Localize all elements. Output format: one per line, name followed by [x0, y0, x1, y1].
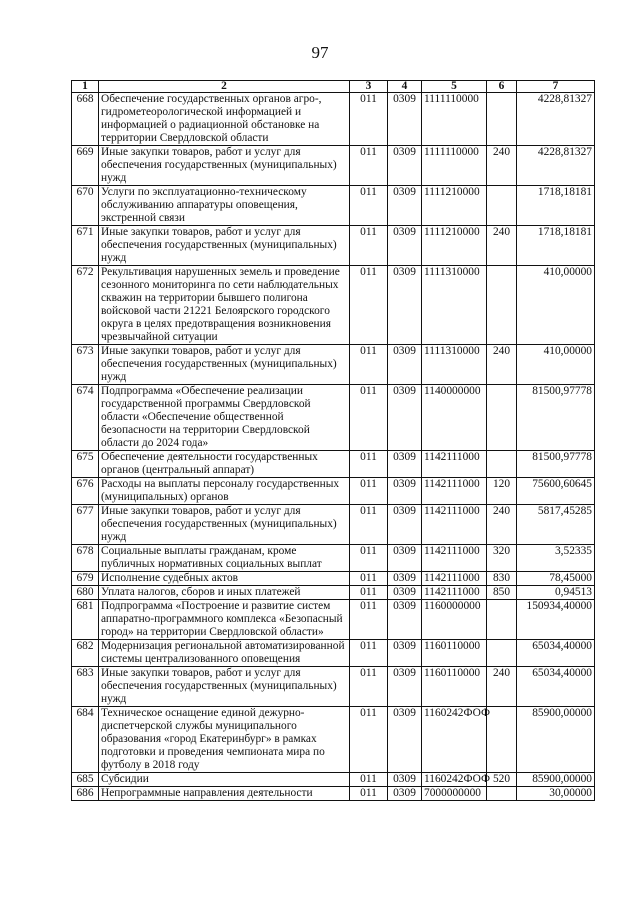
- expense-type-code: 830: [487, 572, 517, 586]
- target-article-code: 1160110000: [422, 667, 487, 707]
- department-code: 011: [350, 707, 388, 773]
- budget-table: [71, 80, 595, 801]
- department-code: 011: [350, 545, 388, 572]
- target-article-code: 1111210000: [422, 186, 487, 226]
- section-code: 0309: [388, 266, 422, 345]
- row-number: 673: [72, 345, 99, 385]
- section-code: 0309: [388, 385, 422, 451]
- table-header-row: [72, 81, 595, 93]
- department-code: 011: [350, 385, 388, 451]
- row-number: 669: [72, 146, 99, 186]
- table-row: [72, 586, 595, 600]
- expense-name: Техническое оснащение единой дежурно-диспетчерской службы муниципального образования «город Екатеринбург» в рамках подготовки и проведения чемпионата мира по футболу в 2018 году: [99, 707, 350, 773]
- table-row: [72, 505, 595, 545]
- amount: 5817,45285: [517, 505, 595, 545]
- section-code: 0309: [388, 451, 422, 478]
- table-row: [72, 478, 595, 505]
- department-code: 011: [350, 146, 388, 186]
- section-code: 0309: [388, 586, 422, 600]
- department-code: 011: [350, 505, 388, 545]
- column-header: 3: [350, 81, 388, 93]
- target-article-code: 1111310000: [422, 345, 487, 385]
- section-code: 0309: [388, 146, 422, 186]
- department-code: 011: [350, 266, 388, 345]
- column-header: 1: [72, 81, 99, 93]
- target-article-code: 1160242ФОФ: [422, 773, 487, 787]
- row-number: 679: [72, 572, 99, 586]
- section-code: 0309: [388, 186, 422, 226]
- row-number: 668: [72, 93, 99, 146]
- amount: 85900,00000: [517, 773, 595, 787]
- expense-type-code: 240: [487, 226, 517, 266]
- section-code: 0309: [388, 572, 422, 586]
- section-code: 0309: [388, 600, 422, 640]
- section-code: 0309: [388, 640, 422, 667]
- target-article-code: 1111110000: [422, 146, 487, 186]
- section-code: 0309: [388, 787, 422, 801]
- row-number: 672: [72, 266, 99, 345]
- amount: 410,00000: [517, 345, 595, 385]
- expense-type-code: 520: [487, 773, 517, 787]
- amount: 75600,60645: [517, 478, 595, 505]
- target-article-code: 1111310000: [422, 266, 487, 345]
- expense-type-code: 240: [487, 667, 517, 707]
- expense-type-code: [487, 707, 517, 773]
- department-code: 011: [350, 586, 388, 600]
- target-article-code: 1142111000: [422, 586, 487, 600]
- section-code: 0309: [388, 667, 422, 707]
- expense-type-code: 240: [487, 146, 517, 186]
- expense-type-code: 850: [487, 586, 517, 600]
- department-code: 011: [350, 93, 388, 146]
- expense-name: Обеспечение государственных органов агро-, гидрометеорологической информацией и информацией о радиационной обстановке на территории Свердловской области: [99, 93, 350, 146]
- table-row: [72, 707, 595, 773]
- department-code: 011: [350, 186, 388, 226]
- target-article-code: 1111110000: [422, 93, 487, 146]
- amount: 1718,18181: [517, 226, 595, 266]
- target-article-code: 1142111000: [422, 478, 487, 505]
- table-row: [72, 773, 595, 787]
- row-number: 677: [72, 505, 99, 545]
- department-code: 011: [350, 773, 388, 787]
- amount: 0,94513: [517, 586, 595, 600]
- expense-type-code: [487, 385, 517, 451]
- expense-type-code: [487, 640, 517, 667]
- expense-name: Исполнение судебных актов: [99, 572, 350, 586]
- target-article-code: 1142111000: [422, 572, 487, 586]
- amount: 78,45000: [517, 572, 595, 586]
- table-row: [72, 545, 595, 572]
- table-row: [72, 226, 595, 266]
- target-article-code: 1111210000: [422, 226, 487, 266]
- expense-name: Уплата налогов, сборов и иных платежей: [99, 586, 350, 600]
- target-article-code: 1142111000: [422, 545, 487, 572]
- expense-name: Субсидии: [99, 773, 350, 787]
- table-row: [72, 186, 595, 226]
- expense-name: Обеспечение деятельности государственных органов (центральный аппарат): [99, 451, 350, 478]
- row-number: 684: [72, 707, 99, 773]
- expense-name: Иные закупки товаров, работ и услуг для обеспечения государственных (муниципальных) нужд: [99, 146, 350, 186]
- department-code: 011: [350, 787, 388, 801]
- amount: 150934,40000: [517, 600, 595, 640]
- amount: 3,52335: [517, 545, 595, 572]
- expense-name: Подпрограмма «Построение и развитие систем аппаратно-программного комплекса «Безопасный город» на территории Свердловской области»: [99, 600, 350, 640]
- expense-name: Рекультивация нарушенных земель и проведение сезонного мониторинга по сети наблюдательных скважин на территории бывшего полигона войсковой части 21221 Белоярского городского округа в целях предотвращения возникновения чрезвычайной ситуации: [99, 266, 350, 345]
- table-row: [72, 572, 595, 586]
- row-number: 676: [72, 478, 99, 505]
- target-article-code: 1160110000: [422, 640, 487, 667]
- target-article-code: 1160242ФОФ: [422, 707, 487, 773]
- row-number: 682: [72, 640, 99, 667]
- row-number: 680: [72, 586, 99, 600]
- row-number: 678: [72, 545, 99, 572]
- table-row: [72, 345, 595, 385]
- amount: 4228,81327: [517, 146, 595, 186]
- column-header: 5: [422, 81, 487, 93]
- amount: 65034,40000: [517, 640, 595, 667]
- column-header: 7: [517, 81, 595, 93]
- department-code: 011: [350, 572, 388, 586]
- page-number: 97: [311, 43, 329, 62]
- section-code: 0309: [388, 226, 422, 266]
- expense-type-code: 320: [487, 545, 517, 572]
- expense-type-code: 240: [487, 505, 517, 545]
- expense-type-code: [487, 451, 517, 478]
- amount: 65034,40000: [517, 667, 595, 707]
- amount: 85900,00000: [517, 707, 595, 773]
- expense-type-code: 240: [487, 345, 517, 385]
- expense-name: Иные закупки товаров, работ и услуг для обеспечения государственных (муниципальных) нужд: [99, 505, 350, 545]
- amount: 410,00000: [517, 266, 595, 345]
- target-article-code: 1160000000: [422, 600, 487, 640]
- expense-name: Иные закупки товаров, работ и услуг для обеспечения государственных (муниципальных) нужд: [99, 345, 350, 385]
- amount: 1718,18181: [517, 186, 595, 226]
- column-header: 4: [388, 81, 422, 93]
- amount: 81500,97778: [517, 451, 595, 478]
- department-code: 011: [350, 600, 388, 640]
- column-header: 6: [487, 81, 517, 93]
- target-article-code: 1140000000: [422, 385, 487, 451]
- table-row: [72, 385, 595, 451]
- expense-type-code: [487, 600, 517, 640]
- row-number: 674: [72, 385, 99, 451]
- department-code: 011: [350, 451, 388, 478]
- expense-name: Расходы на выплаты персоналу государственных (муниципальных) органов: [99, 478, 350, 505]
- amount: 4228,81327: [517, 93, 595, 146]
- table-row: [72, 451, 595, 478]
- table-row: [72, 93, 595, 146]
- section-code: 0309: [388, 773, 422, 787]
- expense-type-code: [487, 186, 517, 226]
- row-number: 671: [72, 226, 99, 266]
- row-number: 683: [72, 667, 99, 707]
- section-code: 0309: [388, 505, 422, 545]
- expense-name: Социальные выплаты гражданам, кроме публичных нормативных социальных выплат: [99, 545, 350, 572]
- department-code: 011: [350, 345, 388, 385]
- department-code: 011: [350, 478, 388, 505]
- target-article-code: 1142111000: [422, 451, 487, 478]
- row-number: 685: [72, 773, 99, 787]
- target-article-code: 7000000000: [422, 787, 487, 801]
- department-code: 011: [350, 667, 388, 707]
- expense-type-code: [487, 787, 517, 801]
- expense-type-code: 120: [487, 478, 517, 505]
- table-row: [72, 600, 595, 640]
- row-number: 681: [72, 600, 99, 640]
- target-article-code: 1142111000: [422, 505, 487, 545]
- expense-name: Подпрограмма «Обеспечение реализации государственной программы Свердловской области «Обеспечение общественной безопасности на территории Свердловской области до 2024 года»: [99, 385, 350, 451]
- table-row: [72, 640, 595, 667]
- expense-type-code: [487, 266, 517, 345]
- department-code: 011: [350, 226, 388, 266]
- row-number: 670: [72, 186, 99, 226]
- section-code: 0309: [388, 93, 422, 146]
- section-code: 0309: [388, 545, 422, 572]
- section-code: 0309: [388, 478, 422, 505]
- table-row: [72, 667, 595, 707]
- department-code: 011: [350, 640, 388, 667]
- expense-name: Модернизация региональной автоматизированной системы централизованного оповещения: [99, 640, 350, 667]
- section-code: 0309: [388, 345, 422, 385]
- row-number: 686: [72, 787, 99, 801]
- expense-name: Иные закупки товаров, работ и услуг для обеспечения государственных (муниципальных) нужд: [99, 226, 350, 266]
- row-number: 675: [72, 451, 99, 478]
- table-row: [72, 266, 595, 345]
- column-header: 2: [99, 81, 350, 93]
- expense-name: Услуги по эксплуатационно-техническому обслуживанию аппаратуры оповещения, экстренной связи: [99, 186, 350, 226]
- amount: 30,00000: [517, 787, 595, 801]
- table-row: [72, 787, 595, 801]
- expense-name: Иные закупки товаров, работ и услуг для обеспечения государственных (муниципальных) нужд: [99, 667, 350, 707]
- expense-name: Непрограммные направления деятельности: [99, 787, 350, 801]
- amount: 81500,97778: [517, 385, 595, 451]
- section-code: 0309: [388, 707, 422, 773]
- table-row: [72, 146, 595, 186]
- expense-type-code: [487, 93, 517, 146]
- table-body: [72, 93, 595, 801]
